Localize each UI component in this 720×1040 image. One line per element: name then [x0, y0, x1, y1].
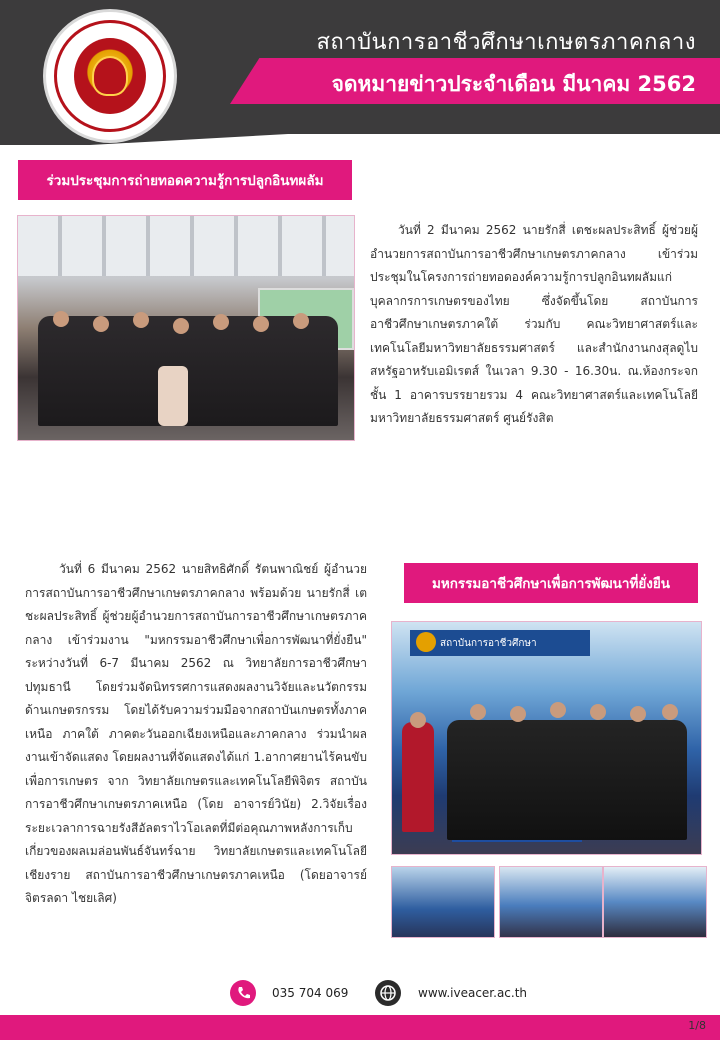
- person-head: [253, 316, 269, 332]
- person-head: [133, 312, 149, 328]
- person-head: [550, 702, 566, 718]
- gallery-thumb-3: [603, 866, 707, 938]
- footer-website[interactable]: www.iveacer.ac.th: [418, 986, 528, 1000]
- person-head: [470, 704, 486, 720]
- person-head: [93, 316, 109, 332]
- globe-icon: [375, 980, 401, 1006]
- header: [0, 0, 720, 145]
- article2-heading: มหกรรมอาชีวศึกษาเพื่อการพัฒนาที่ยั่งยืน: [404, 563, 698, 603]
- person-head: [293, 313, 309, 329]
- newsletter-title: จดหมายข่าวประจำเดือน มีนาคม 2562: [331, 72, 696, 96]
- ceiling-lights: [18, 216, 354, 276]
- article1-photo: [17, 215, 355, 441]
- person-head: [590, 704, 606, 720]
- person-head: [410, 712, 426, 728]
- person-head: [630, 706, 646, 722]
- article1-body: วันที่ 2 มีนาคม 2562 นายรักสี่ เตชะผลประสิทธิ์ ผู้ช่วยผู้อำนวยการสถาบันการอาชีวศึกษาเกษตรภาคกลาง เข้าร่วมประชุมในโครงการถ่ายทอดองค์ความรู้การปลูกอินทผลัมแก่บุคลากรการเกษตรของไทย ซึ่งจัดขึ้นโดย สถาบันการอาชีวศึกษาเกษตรภาคใต้ ร่วมกับ คณะวิทยาศาสตร์และเทคโนโลยีมหาวิทยาลัยธรรมศาสตร์ และสำนักงานกงสุลดูไบ สหรัฐอาหรับเอมิเรตส์ ในเวลา 9.30 - 16.30น. ณ.ห้องกระจก ชั้น 1 อาคารบรรยายรวม 4 คณะวิทยาศาสตร์และเทคโนโลยี มหาวิทยาลัยธรรมศาสตร์ ศูนย์รังสิต: [370, 223, 698, 425]
- institute-logo: [46, 12, 174, 140]
- gallery-thumb-2: [499, 866, 603, 938]
- person-head: [662, 704, 678, 720]
- group-people: [447, 720, 687, 840]
- bottom-bar: [0, 1015, 720, 1040]
- article2-body: วันที่ 6 มีนาคม 2562 นายสิทธิศักดิ์ รัตนพาณิชย์ ผู้อำนวยการสถาบันการอาชีวศึกษาเกษตรภาคกลาง พร้อมด้วย นายรักสี่ เตชะผลประสิทธิ์ ผู้ช่วยผู้อำนวยการสถาบันการอาชีวศึกษาเกษตรภาคกลาง เข้าร่วมงาน "มหกรรมอาชีวศึกษาเพื่อการพัฒนาที่ยั่งยืน" ระหว่างวันที่ 6-7 มีนาคม 2562 ณ วิทยาลัยการอาชีวศึกษาปทุมธานี โดยร่วมจัดนิทรรศการแสดงผลงานวิจัยและนวัตกรรมด้านเกษตรกรรม โดยได้รับความร่วมมือจากสถาบันเกษตรทั้งภาคเหนือ ภาคใต้ ภาคตะวันออกเฉียงเหนือและภาคกลาง ร่วมนำผลงานเข้าจัดแสดง โดยผลงานที่จัดแสดงได้แก่ 1.อากาศยานไร้คนขับเพื่อการเกษตร จาก วิทยาลัยเกษตรและเทคโนโลยีพิจิตร สถาบันการอาชีวศึกษาเกษตรภาคเหนือ (โดย อาจารย์วินัย) 2.วิจัยเรื่อง ระยะเวลาการฉายรังสีอัลตราไวโอเลตที่มีต่อคุณภาพหลังการเก็บเกี่ยวของผลเมล่อนพันธ์จันทร์ฉาย วิทยาลัยเกษตรและเทคโนโลยีเชียงราย สถาบันการอาชีวศึกษาเกษตรภาคเหนือ (โดยอาจารย์จิตรลดา ไชยเลิศ): [25, 562, 367, 905]
- institute-name: สถาบันการอาชีวศึกษาเกษตรภาคกลาง: [316, 30, 696, 55]
- person-head: [53, 311, 69, 327]
- group-people: [38, 316, 338, 426]
- footer-phone: 035 704 069: [272, 986, 349, 1000]
- person-dress: [158, 366, 188, 426]
- article1-heading: ร่วมประชุมการถ่ายทอดความรู้การปลูกอินทผลัม: [18, 160, 352, 200]
- booth-banner: สถาบันการอาชีวศึกษา: [410, 630, 590, 656]
- article2-photo: [391, 621, 702, 855]
- page-number: 1/8: [688, 1019, 706, 1032]
- phone-icon: [230, 980, 256, 1006]
- gallery-thumb-1: [391, 866, 495, 938]
- booth-logo: [416, 632, 436, 652]
- person-head: [510, 706, 526, 722]
- person-left: [402, 722, 434, 832]
- logo-center: [92, 56, 128, 96]
- person-head: [173, 318, 189, 334]
- person-head: [213, 314, 229, 330]
